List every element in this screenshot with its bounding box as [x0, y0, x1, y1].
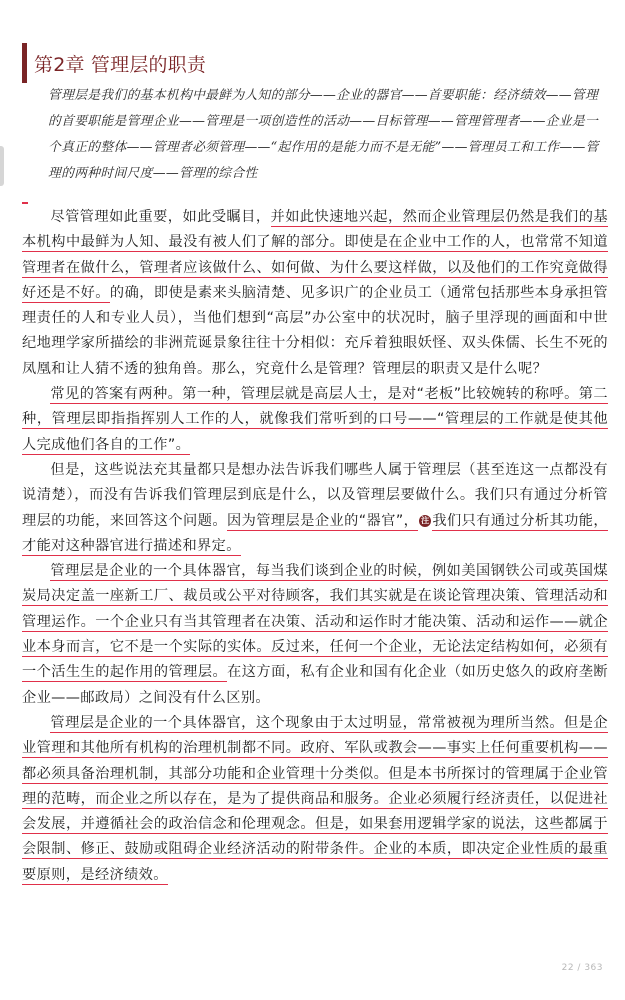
text-segment: 但是，这些说法充其量都只是想办法告诉我们哪些人属于管理层（甚至连这一点都没有说清楚），而没有告诉我们管理层到底是什么，以及管理层要做什么。我们只有通过分析管理层的功能，来回答这个问题。 — [22, 461, 608, 529]
paragraph-5 — [22, 711, 608, 888]
chapter-header — [22, 43, 206, 83]
chapter-title: 第2章 管理层的职责 — [34, 53, 207, 76]
highlighted-text[interactable]: 并如此快速地兴起，然而企业管理层仍然是我们的基本机构中最鲜为人知、最没有被人们了解的部分。即使是在企业中工作的人，也常常不知道管理者在做什么，管理者应该做什么、如何做、为什么要这样做，以及他们的工作究竟做得好还是不好。 — [22, 209, 608, 301]
text-segment: 尽管管理如此重要，如此受瞩目， — [50, 209, 271, 225]
highlighted-text[interactable]: 管理层是企业的一个具体器官，每当我们谈到企业的时候，例如美国钢铁公司或英国煤炭局决定盖一座新工厂、裁员或公平对待顾客，我们其实就是在谈论管理决策、管理活动和管理运作。一个企业只有当其管理者在决策、活动和运作时才能决策、活动和运作——就企业本身而言，它不是一个实际的实体。反过来，任何一个企业，无论法定结构如何，必须有一个活生生的起作用的管理层。 — [22, 563, 608, 681]
chapter-accent-bar — [22, 43, 27, 83]
paragraph-3 — [22, 458, 608, 559]
highlighted-text[interactable]: 我们只有通过分析其功能，才能对这种器官进行描述和界定。 — [22, 512, 608, 554]
highlighted-text[interactable]: 管理层是企业的一个具体器官，这个现象由于太过明显，常常被视为理所当然。但是企业管理和其他所有机构的治理机制都不同。政府、军队或教会——事实上任何重要机构——都必须具备治理机制，其部分功能和企业管理十分类似。但是本书所探讨的管理属于企业管理的范畴，而企业之所以存在，是为了提供商品和服务。 — [22, 714, 608, 807]
page-indicator: 22 / 363 — [561, 963, 603, 973]
text-segment: 的确，即使是素来头脑清楚、见多识广的企业员工（通常包括那些本身承担管理责任的人和专业人员），当他们想到“高层”办公室中的状况时，脑子里浮现的画面和中世纪地理学家所描绘的非洲荒诞景象往往十分相似：充斥着独眼妖怪、双头侏儒、长生不死的凤凰和让人猜不透的独角兽。那么，究竟什么是管理？管理层的职责又是什么呢？ — [22, 284, 609, 377]
side-drawer-handle[interactable] — [0, 146, 4, 186]
paragraph-4 — [22, 559, 608, 711]
paragraph-2 — [22, 382, 608, 458]
highlighted-text[interactable]: 因为管理层是企业的“器官”， — [226, 512, 419, 529]
highlighted-text[interactable]: 常见的答案有两种。第一种，管理层就是高层人士，是对“老板”比较婉转的称呼。第二种，管理层即指指挥别人工作的人，就像我们常听到的口号——“管理层的工作就是使其他人完成他们各自的工作”。 — [22, 386, 608, 453]
paragraph-1 — [22, 205, 608, 382]
note-badge-icon[interactable]: 注 — [421, 515, 430, 525]
chapter-summary: 管理层是我们的基本机构中最鲜为人知的部分——企业的器官——首要职能：经济绩效——管理的首要职能是管理企业——管理是一项创造性的活动——目标管理——管理管理者——企业是一个真正的整体——管理者必须管理——“起作用的是能力而不是无能”——管理员工和工作——管理的两种时间尺度——管理的综合性 — [48, 88, 599, 181]
highlight-marker — [22, 202, 28, 204]
chapter-body — [22, 205, 608, 888]
text-segment: 在这方面，私有企业和国有化企业（如历史悠久的政府垄断企业——邮政局）之间没有什么区别。 — [22, 664, 608, 706]
highlighted-text[interactable]: 企业必须履行经济责任，以促进社会发展，并遵循社会的政治信念和伦理观念。但是，如果套用逻辑学家的说法，这些都属于会限制、修正、鼓励或阻碍企业经济活动的附带条件。企业的本质，即决定企业性质的最重要原则，是经济绩效。 — [22, 790, 608, 883]
